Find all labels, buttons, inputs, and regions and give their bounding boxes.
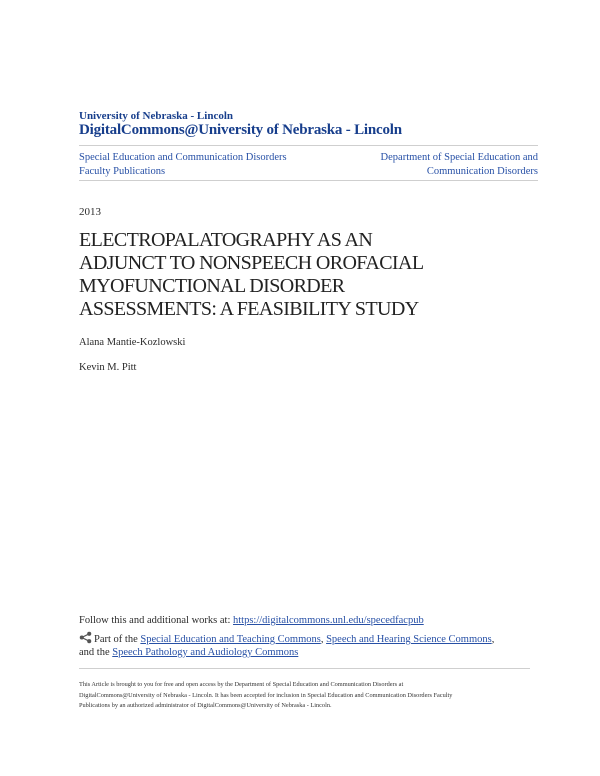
collection-right-line-2: Communication Disorders (426, 166, 538, 177)
title-line-1: ELECTROPALATOGRAPHY AS AN (79, 229, 373, 251)
share-icon (79, 631, 92, 644)
collection-right-line-1: Department of Special Education and (380, 152, 538, 163)
title-line-2: ADJUNCT TO NONSPEECH OROFACIAL (79, 252, 424, 274)
title-line-4: ASSESSMENTS: A FEASIBILITY STUDY (79, 298, 419, 320)
follow-line (79, 615, 424, 626)
and-the-line (79, 647, 298, 658)
follow-text: Follow this and additional works at: (79, 615, 233, 626)
follow-url-link[interactable]: https://digitalcommons.unl.edu/specedfacpub (233, 615, 424, 626)
collections-divider (79, 180, 538, 181)
collection-link-left[interactable] (79, 151, 287, 179)
footer-line-1: This Article is brought to you for free and open access by the Department of Special Education and Communication Disorders at (79, 681, 404, 688)
footer-notice (79, 680, 529, 712)
commons-link-speech-pathology[interactable]: Speech Pathology and Audiology Commons (112, 647, 299, 658)
repository-name[interactable]: DigitalCommons@University of Nebraska - Lincoln (79, 122, 402, 138)
part-of-prefix: Part of the (94, 634, 141, 645)
header-divider (79, 145, 538, 146)
author-1: Alana Mantie-Kozlowski (79, 337, 186, 348)
title-line-3: MYOFUNCTIONAL DISORDER (79, 275, 345, 297)
footer-divider (79, 668, 530, 669)
collection-link-right[interactable] (381, 151, 538, 179)
part-of-line (79, 631, 494, 645)
and-the-text: and the (79, 647, 113, 658)
article-title (79, 229, 519, 321)
university-name: University of Nebraska - Lincoln (79, 110, 233, 122)
footer-line-2: DigitalCommons@University of Nebraska - Lincoln. It has been accepted for inclusion in Special Education and Communication Disorders Faculty (79, 691, 453, 699)
footer-line-3: Publications by an authorized administrator of DigitalCommons@University of Nebraska - Lincoln. (79, 702, 332, 709)
part-of-suffix: , (491, 634, 495, 645)
commons-link-speech-hearing[interactable]: Speech and Hearing Science Commons (326, 634, 492, 645)
collection-left-line-2: Faculty Publications (79, 166, 166, 177)
publication-year: 2013 (79, 206, 101, 218)
collection-left-line-1: Special Education and Communication Disorders (79, 152, 287, 163)
part-of-separator: , (320, 634, 327, 645)
author-2: Kevin M. Pitt (79, 362, 137, 373)
commons-link-special-education[interactable]: Special Education and Teaching Commons (140, 634, 321, 645)
